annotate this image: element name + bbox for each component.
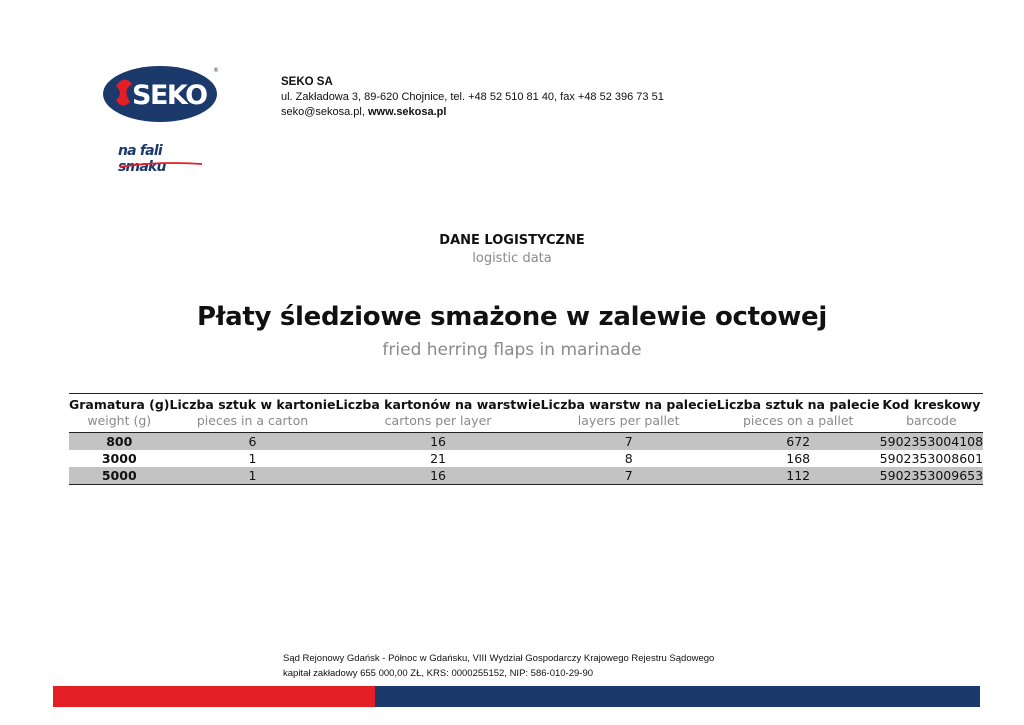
header-row-en [69,412,983,433]
table-cell: 5902353004108 [879,434,984,449]
col-header-en: pieces in a carton [170,412,336,433]
col-header-en: layers per pallet [541,412,717,433]
table-cell: 6 [170,433,336,451]
col-header: Liczba warstw na palecie [541,394,717,413]
product-title: Płaty śledziowe smażone w zalewie octowej [197,302,827,332]
company-website[interactable]: www.sekosa.pl [368,106,447,118]
table-cell: 5000 [69,467,170,485]
table-row [69,450,983,467]
col-header-en: weight (g) [69,412,170,433]
table-cell: 1 [248,451,257,466]
table-cell: 8 [624,451,633,466]
col-header-en: barcode [880,412,983,433]
section-title: DANE LOGISTYCZNE [439,233,585,248]
brand-tagline: na fali smaku [118,143,166,175]
company-address: ul. Zakładowa 3, 89-620 Chojnice, tel. +48 52 510 81 40, fax +48 52 396 73 51 [281,91,664,103]
footer-legal [283,651,714,681]
col-header: Liczba sztuk w kartonie [170,394,336,413]
table-cell: 112 [717,467,880,485]
col-header: Liczba sztuk na palecie [717,394,880,413]
table-cell: 16 [336,467,541,485]
table-cell: 168 [786,451,811,466]
footer-line-2: kapitał zakładowy 655 000,00 ZŁ, KRS: 0000255152, NIP: 586-010-29-90 [283,668,594,679]
table-cell: 16 [336,433,541,451]
footer-bar-blue [375,686,980,707]
seko-logo [102,64,222,124]
company-contact [281,105,664,120]
header-row-pl [69,394,983,413]
table-cell: 3000 [101,451,137,466]
tagline-swoosh [118,160,204,170]
logo-text: SEKO [132,80,207,111]
table-row [69,467,983,485]
company-info [281,75,664,120]
table-cell: 7 [541,433,717,451]
table-cell: 5902353009653 [879,468,984,483]
table-cell: 1 [170,467,336,485]
section-subtitle: logistic data [472,251,552,266]
product-subtitle: fried herring flaps in marinade [382,340,642,360]
registered-mark: ® [213,67,219,74]
table-row [69,433,983,451]
table-cell: 5902353008601 [879,451,984,466]
table-cell: 21 [430,451,446,466]
col-header-en: cartons per layer [336,412,541,433]
logistics-table [69,393,983,485]
col-header: Kod kreskowy [880,394,983,413]
table-cell: 672 [717,433,880,451]
company-email[interactable]: seko@sekosa.pl, [281,106,365,118]
company-name: SEKO SA [281,76,333,88]
table-cell: 7 [541,467,717,485]
col-header: Gramatura (g) [69,394,170,413]
footer-bar-red [53,686,375,707]
col-header: Liczba kartonów na warstwie [336,394,541,413]
table-cell: 800 [69,433,170,451]
footer-line-1: Sąd Rejonowy Gdańsk - Północ w Gdańsku, VIII Wydział Gospodarczy Krajowego Rejestru Sądowego [283,653,715,664]
col-header-en: pieces on a pallet [717,412,880,433]
